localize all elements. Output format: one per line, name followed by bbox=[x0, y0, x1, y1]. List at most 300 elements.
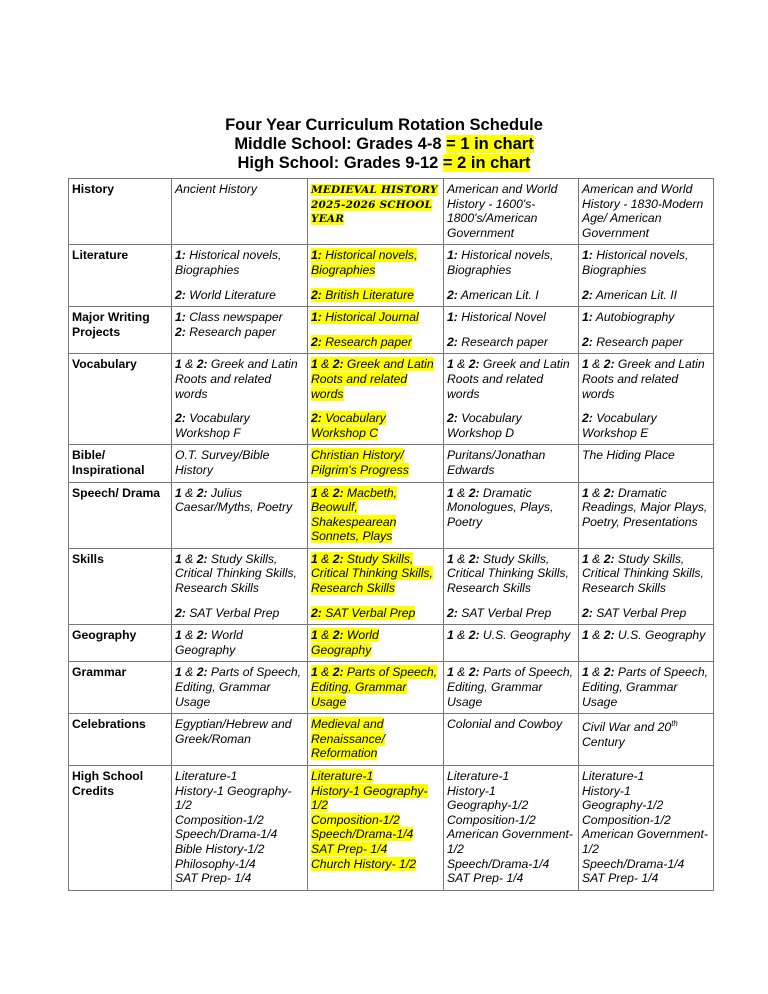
cell-text: American and World History - 1830-Modern Age/ American Government bbox=[582, 182, 704, 240]
cell-text: Vocabulary Workshop D bbox=[447, 411, 522, 440]
cell-text: Vocabulary Workshop C bbox=[311, 411, 386, 440]
cell-text: History-1 Geography-1/2 bbox=[311, 783, 428, 813]
cell-text: & bbox=[181, 628, 197, 643]
cell-text: 2: bbox=[582, 287, 593, 302]
cell-entry bbox=[447, 665, 575, 709]
cell-text: Composition-1/2 bbox=[582, 812, 671, 827]
table-cell bbox=[172, 714, 308, 766]
cell-text: 1 bbox=[175, 551, 182, 566]
curriculum-table bbox=[68, 178, 714, 891]
table-row bbox=[69, 354, 714, 445]
table-cell bbox=[444, 445, 579, 482]
table-cell bbox=[579, 482, 714, 548]
cell-entry bbox=[582, 288, 710, 303]
table-cell bbox=[308, 548, 444, 624]
cell-text: & bbox=[317, 357, 333, 372]
cell-text: Historical Novel bbox=[457, 310, 546, 325]
table-cell bbox=[172, 354, 308, 445]
row-label: Bible/ Inspirational bbox=[69, 445, 172, 482]
cell-entry bbox=[311, 448, 440, 477]
cell-entry bbox=[447, 182, 575, 240]
cell-text: 1 bbox=[582, 485, 589, 500]
cell-text: 2: bbox=[196, 551, 208, 566]
row-label: Skills bbox=[69, 548, 172, 624]
row-label: Speech/ Drama bbox=[69, 482, 172, 548]
cell-text: Dramatic Monologues, Plays, Poetry bbox=[447, 485, 554, 529]
cell-text: 2: bbox=[603, 485, 615, 500]
cell-text: 1 bbox=[582, 551, 589, 566]
cell-text: Speech/Drama-1/4 bbox=[447, 856, 550, 871]
cell-text: Vocabulary Workshop E bbox=[582, 411, 657, 440]
cell-text: SAT Verbal Prep bbox=[592, 605, 687, 620]
cell-text: Civil War and 20 bbox=[582, 720, 672, 735]
table-cell bbox=[444, 179, 579, 245]
cell-text: British Literature bbox=[321, 287, 414, 302]
cell-text: 2: bbox=[447, 411, 458, 426]
cell-entry bbox=[447, 335, 575, 350]
cell-entry bbox=[311, 552, 440, 596]
cell-text: American Lit. I bbox=[457, 287, 539, 302]
high-school-text: High School: Grades 9-12 bbox=[237, 154, 443, 172]
cell-text: 1: bbox=[311, 310, 322, 325]
table-cell bbox=[308, 482, 444, 548]
middle-school-text: Middle School: Grades 4-8 bbox=[234, 135, 447, 153]
cell-text: 1 bbox=[447, 665, 454, 680]
cell-entry bbox=[175, 182, 304, 197]
table-cell bbox=[172, 766, 308, 891]
cell-text: 1 bbox=[175, 357, 182, 372]
table-cell bbox=[444, 245, 579, 307]
cell-text: Research paper bbox=[457, 334, 548, 349]
table-cell bbox=[172, 307, 308, 354]
cell-entry bbox=[582, 606, 710, 621]
cell-text: 2: bbox=[311, 334, 322, 349]
table-cell bbox=[308, 662, 444, 714]
table-cell bbox=[579, 625, 714, 662]
table-row bbox=[69, 179, 714, 245]
cell-entry bbox=[175, 357, 304, 401]
cell-text: SAT Prep- 1/4 bbox=[311, 841, 388, 856]
table-row bbox=[69, 548, 714, 624]
table-cell bbox=[308, 714, 444, 766]
table-cell bbox=[308, 245, 444, 307]
cell-entry bbox=[582, 717, 710, 749]
cell-text: Ancient History bbox=[175, 182, 257, 196]
cell-text: 1: bbox=[582, 310, 593, 325]
cell-text: 2: bbox=[468, 485, 480, 500]
cell-entry bbox=[582, 182, 710, 240]
cell-text: Greek and Latin Roots and related words bbox=[175, 357, 298, 401]
row-label: Geography bbox=[69, 625, 172, 662]
cell-entry bbox=[447, 288, 575, 303]
cell-text: Speech/Drama-1/4 bbox=[311, 827, 414, 842]
document-title-block bbox=[0, 116, 768, 173]
cell-entry bbox=[175, 769, 304, 886]
table-cell bbox=[444, 662, 579, 714]
table-cell bbox=[444, 307, 579, 354]
cell-text: 2: bbox=[175, 605, 186, 620]
cell-text: Dramatic Readings, Major Plays, Poetry, Presentations bbox=[582, 485, 708, 529]
table-cell bbox=[579, 245, 714, 307]
cell-text: & bbox=[181, 357, 197, 372]
table-cell bbox=[172, 445, 308, 482]
cell-entry bbox=[582, 357, 710, 401]
cell-text: 1 bbox=[582, 665, 589, 680]
cell-text: Historical novels, Biographies bbox=[447, 248, 554, 277]
cell-text: & bbox=[453, 551, 469, 566]
cell-text: 1: bbox=[175, 248, 186, 263]
cell-text: Historical novels, Biographies bbox=[175, 248, 282, 277]
cell-text: Greek and Latin Roots and related words bbox=[582, 357, 705, 401]
cell-text: 1: bbox=[175, 310, 186, 325]
cell-text: th bbox=[671, 719, 678, 729]
table-cell bbox=[444, 548, 579, 624]
cell-text: History-1 bbox=[582, 783, 631, 798]
cell-text: Composition-1/2 bbox=[311, 812, 400, 827]
cell-entry bbox=[447, 411, 575, 440]
table-cell bbox=[444, 354, 579, 445]
cell-entry bbox=[175, 552, 304, 596]
cell-entry bbox=[582, 411, 710, 440]
cell-text: & bbox=[181, 485, 197, 500]
cell-text: SAT Prep- 1/4 bbox=[175, 871, 252, 886]
cell-text: 2: bbox=[175, 287, 186, 302]
middle-school-line bbox=[0, 135, 768, 154]
cell-text: 2: bbox=[603, 357, 615, 372]
cell-text: Colonial and Cowboy bbox=[447, 717, 563, 732]
cell-text: Class newspaper bbox=[185, 310, 283, 325]
cell-entry bbox=[447, 769, 575, 886]
cell-text: Literature-1 bbox=[311, 769, 374, 783]
cell-entry bbox=[582, 665, 710, 709]
table-row bbox=[69, 625, 714, 662]
cell-entry bbox=[447, 248, 575, 277]
table-cell bbox=[308, 445, 444, 482]
cell-text: 2: bbox=[582, 411, 593, 426]
cell-entry bbox=[447, 717, 575, 732]
cell-text: Study Skills, Critical Thinking Skills, Research Skills bbox=[311, 551, 433, 596]
cell-text: 2: bbox=[311, 287, 322, 302]
cell-entry bbox=[311, 357, 440, 401]
cell-text: Christian History/ Pilgrim's Progress bbox=[311, 448, 409, 477]
cell-text: 2: bbox=[332, 485, 344, 500]
cell-text: Puritans/Jonathan Edwards bbox=[447, 448, 546, 477]
cell-text: & bbox=[317, 628, 333, 643]
table-cell bbox=[579, 662, 714, 714]
cell-text: 2: bbox=[447, 287, 458, 302]
cell-text: 2: bbox=[196, 665, 208, 680]
table-cell bbox=[579, 445, 714, 482]
cell-text: SAT Verbal Prep bbox=[321, 605, 416, 620]
cell-text: Historical Journal bbox=[321, 310, 419, 325]
cell-text: 1 bbox=[175, 628, 182, 643]
cell-entry bbox=[447, 628, 575, 643]
cell-text: 2: bbox=[468, 628, 480, 643]
cell-text: 2: bbox=[196, 485, 208, 500]
cell-entry bbox=[582, 628, 710, 643]
cell-entry bbox=[311, 248, 440, 277]
table-cell bbox=[579, 354, 714, 445]
cell-text: Study Skills, Critical Thinking Skills, Research Skills bbox=[447, 551, 569, 596]
cell-text: American Lit. II bbox=[592, 287, 678, 302]
cell-text: Macbeth, Beowulf, Shakespearean Sonnets, Plays bbox=[311, 485, 398, 544]
cell-text: 1: bbox=[447, 310, 458, 325]
cell-entry bbox=[175, 665, 304, 709]
cell-text: History-1 bbox=[447, 783, 496, 798]
cell-entry bbox=[447, 606, 575, 621]
cell-text: Julius Caesar/Myths, Poetry bbox=[175, 485, 293, 515]
cell-text: & bbox=[181, 665, 197, 680]
cell-text: Medieval and Renaissance/ Reformation bbox=[311, 717, 385, 761]
table-row bbox=[69, 482, 714, 548]
cell-text: Parts of Speech, Editing, Grammar Usage bbox=[447, 665, 574, 709]
cell-text: & bbox=[588, 485, 604, 500]
cell-text: Research paper bbox=[321, 334, 412, 349]
cell-text: & bbox=[588, 628, 604, 643]
cell-text: 2: bbox=[311, 411, 322, 426]
cell-text: World Geography bbox=[175, 628, 243, 657]
cell-text: Greek and Latin Roots and related words bbox=[447, 357, 570, 401]
cell-entry bbox=[311, 411, 440, 440]
cell-text: American Government-1/2 bbox=[447, 827, 573, 856]
cell-entry bbox=[175, 717, 304, 746]
cell-text: 1 bbox=[582, 628, 589, 643]
cell-text: The Hiding Place bbox=[582, 448, 675, 463]
cell-entry bbox=[582, 552, 710, 596]
table-row bbox=[69, 245, 714, 307]
cell-text: 1 bbox=[311, 665, 318, 680]
cell-text: 2: bbox=[582, 334, 593, 349]
cell-text: Historical novels, Biographies bbox=[311, 248, 418, 277]
cell-text: 2: bbox=[468, 551, 480, 566]
cell-text: Research paper bbox=[592, 334, 683, 349]
cell-text: SAT Prep- 1/4 bbox=[582, 871, 659, 886]
cell-text: 1: bbox=[447, 248, 458, 263]
cell-text: Speech/Drama-1/4 bbox=[582, 856, 685, 871]
cell-entry bbox=[447, 357, 575, 401]
cell-text: Parts of Speech, Editing, Grammar Usage bbox=[582, 665, 709, 709]
row-label: Literature bbox=[69, 245, 172, 307]
cell-text: Study Skills, Critical Thinking Skills, Research Skills bbox=[582, 551, 704, 596]
cell-entry bbox=[311, 182, 440, 226]
cell-text: Church History- 1/2 bbox=[311, 856, 416, 871]
cell-entry bbox=[582, 486, 710, 530]
cell-text: 1 bbox=[582, 357, 589, 372]
cell-text: 2: bbox=[468, 357, 480, 372]
cell-text: Literature-1 bbox=[447, 769, 510, 783]
cell-entry bbox=[311, 310, 440, 325]
cell-text: Greek and Latin Roots and related words bbox=[311, 357, 434, 401]
cell-entry bbox=[447, 552, 575, 596]
table-cell bbox=[308, 307, 444, 354]
row-label: History bbox=[69, 179, 172, 245]
cell-text: 1 bbox=[447, 628, 454, 643]
cell-entry bbox=[311, 606, 440, 621]
cell-text: 2: bbox=[603, 628, 615, 643]
cell-entry bbox=[175, 411, 304, 440]
cell-entry bbox=[582, 769, 710, 886]
cell-entry bbox=[311, 288, 440, 303]
cell-text: Research paper bbox=[185, 324, 276, 339]
cell-text: Century bbox=[582, 734, 625, 749]
cell-entry bbox=[175, 486, 304, 515]
cell-text: & bbox=[453, 357, 469, 372]
cell-text: 2: bbox=[332, 357, 344, 372]
cell-text: 1 bbox=[311, 551, 318, 566]
cell-text: Literature-1 bbox=[175, 769, 238, 783]
cell-text: O.T. Survey/Bible History bbox=[175, 448, 270, 477]
row-label: Grammar bbox=[69, 662, 172, 714]
cell-text: & bbox=[453, 485, 469, 500]
school-year-banner: MEDIEVAL HISTORY 2025-2026 SCHOOL YEAR bbox=[311, 184, 438, 226]
table-cell bbox=[308, 179, 444, 245]
table-cell bbox=[579, 714, 714, 766]
cell-text: Parts of Speech, Editing, Grammar Usage bbox=[311, 665, 438, 709]
table-cell bbox=[308, 766, 444, 891]
table-cell bbox=[308, 354, 444, 445]
cell-text: 2: bbox=[332, 551, 344, 566]
cell-text: & bbox=[317, 485, 333, 500]
high-school-line bbox=[0, 154, 768, 173]
cell-entry bbox=[311, 628, 440, 657]
cell-text: Composition-1/2 bbox=[447, 812, 536, 827]
cell-text: 1 bbox=[447, 357, 454, 372]
cell-text: 1 bbox=[175, 665, 182, 680]
cell-text: World Geography bbox=[311, 628, 379, 657]
table-cell bbox=[172, 625, 308, 662]
cell-text: 2: bbox=[196, 628, 208, 643]
cell-text: U.S. Geography bbox=[479, 628, 571, 643]
table-cell bbox=[172, 662, 308, 714]
table-row bbox=[69, 714, 714, 766]
cell-text: 1 bbox=[311, 628, 318, 643]
cell-text: 1 bbox=[311, 357, 318, 372]
cell-text: Historical novels, Biographies bbox=[582, 248, 689, 277]
table-row bbox=[69, 766, 714, 891]
cell-text: SAT Prep- 1/4 bbox=[447, 871, 524, 886]
cell-text: 2: bbox=[447, 334, 458, 349]
cell-entry bbox=[582, 310, 710, 325]
high-school-key: = 2 in chart bbox=[442, 154, 531, 172]
table-cell bbox=[444, 766, 579, 891]
cell-entry bbox=[311, 486, 440, 544]
table-cell bbox=[579, 307, 714, 354]
table-cell bbox=[579, 766, 714, 891]
table-cell bbox=[444, 625, 579, 662]
table-cell bbox=[172, 548, 308, 624]
cell-text: American Government-1/2 bbox=[582, 827, 708, 856]
cell-text: 2: bbox=[447, 605, 458, 620]
table-row bbox=[69, 662, 714, 714]
cell-entry bbox=[447, 486, 575, 530]
table-cell bbox=[444, 482, 579, 548]
cell-text: 2: bbox=[175, 411, 186, 426]
cell-text: Parts of Speech, Editing, Grammar Usage bbox=[175, 665, 302, 709]
cell-text: Composition-1/2 bbox=[175, 812, 264, 827]
cell-entry bbox=[447, 448, 575, 477]
row-label: High School Credits bbox=[69, 766, 172, 891]
cell-text: 1 bbox=[447, 485, 454, 500]
cell-entry bbox=[582, 448, 710, 463]
cell-entry bbox=[175, 448, 304, 477]
cell-text: 1 bbox=[175, 485, 182, 500]
middle-school-key: = 1 in chart bbox=[446, 135, 534, 153]
cell-entry bbox=[175, 288, 304, 303]
cell-text: 2: bbox=[311, 605, 322, 620]
cell-entry bbox=[175, 310, 304, 339]
cell-entry bbox=[311, 769, 440, 871]
table-cell bbox=[172, 179, 308, 245]
cell-text: 1 bbox=[311, 485, 318, 500]
cell-text: & bbox=[588, 665, 604, 680]
cell-entry bbox=[311, 717, 440, 761]
row-label: Vocabulary bbox=[69, 354, 172, 445]
cell-text: & bbox=[588, 551, 604, 566]
cell-text: 2: bbox=[603, 665, 615, 680]
cell-entry bbox=[311, 335, 440, 350]
row-label: Celebrations bbox=[69, 714, 172, 766]
cell-entry bbox=[582, 335, 710, 350]
cell-text: Autobiography bbox=[592, 310, 675, 325]
cell-text: Egyptian/Hebrew and Greek/Roman bbox=[175, 717, 292, 746]
table-cell bbox=[444, 714, 579, 766]
cell-text: Geography-1/2 bbox=[582, 798, 664, 813]
cell-entry bbox=[175, 628, 304, 657]
document-title: Four Year Curriculum Rotation Schedule bbox=[225, 116, 543, 134]
cell-text: & bbox=[453, 665, 469, 680]
cell-text: 2: bbox=[175, 324, 186, 339]
cell-text: & bbox=[317, 551, 333, 566]
cell-text: 2: bbox=[332, 665, 344, 680]
cell-text: & bbox=[181, 551, 197, 566]
cell-text: & bbox=[317, 665, 333, 680]
cell-text: 2: bbox=[603, 551, 615, 566]
cell-text: American and World History - 1600's-1800's/American Government bbox=[447, 182, 558, 240]
cell-text: SAT Verbal Prep bbox=[457, 605, 552, 620]
cell-text: Literature-1 bbox=[582, 769, 645, 783]
cell-text: History-1 Geography-1/2 bbox=[175, 783, 292, 813]
cell-text: 1: bbox=[582, 248, 593, 263]
cell-text: 1 bbox=[447, 551, 454, 566]
cell-entry bbox=[175, 248, 304, 277]
cell-entry bbox=[311, 665, 440, 709]
cell-entry bbox=[447, 310, 575, 325]
cell-text: & bbox=[453, 628, 469, 643]
cell-text: 2: bbox=[196, 357, 208, 372]
table-row bbox=[69, 307, 714, 354]
curriculum-table-body bbox=[69, 179, 714, 891]
cell-text: 2: bbox=[468, 665, 480, 680]
table-row bbox=[69, 445, 714, 482]
cell-entry bbox=[175, 606, 304, 621]
cell-entry bbox=[582, 248, 710, 277]
row-label: Major Writing Projects bbox=[69, 307, 172, 354]
cell-text: 2: bbox=[332, 628, 344, 643]
table-cell bbox=[579, 548, 714, 624]
cell-text: World Literature bbox=[185, 287, 276, 302]
table-cell bbox=[172, 482, 308, 548]
table-cell bbox=[172, 245, 308, 307]
cell-text: 2: bbox=[582, 605, 593, 620]
cell-text: Study Skills, Critical Thinking Skills, Research Skills bbox=[175, 551, 297, 596]
cell-text: Vocabulary Workshop F bbox=[175, 411, 250, 440]
cell-text: Geography-1/2 bbox=[447, 798, 529, 813]
cell-text: Speech/Drama-1/4 Bible History-1/2 Philosophy-1/4 bbox=[175, 827, 278, 871]
cell-text: SAT Verbal Prep bbox=[185, 605, 280, 620]
cell-text: 1: bbox=[311, 248, 322, 263]
table-cell bbox=[308, 625, 444, 662]
cell-text: & bbox=[588, 357, 604, 372]
